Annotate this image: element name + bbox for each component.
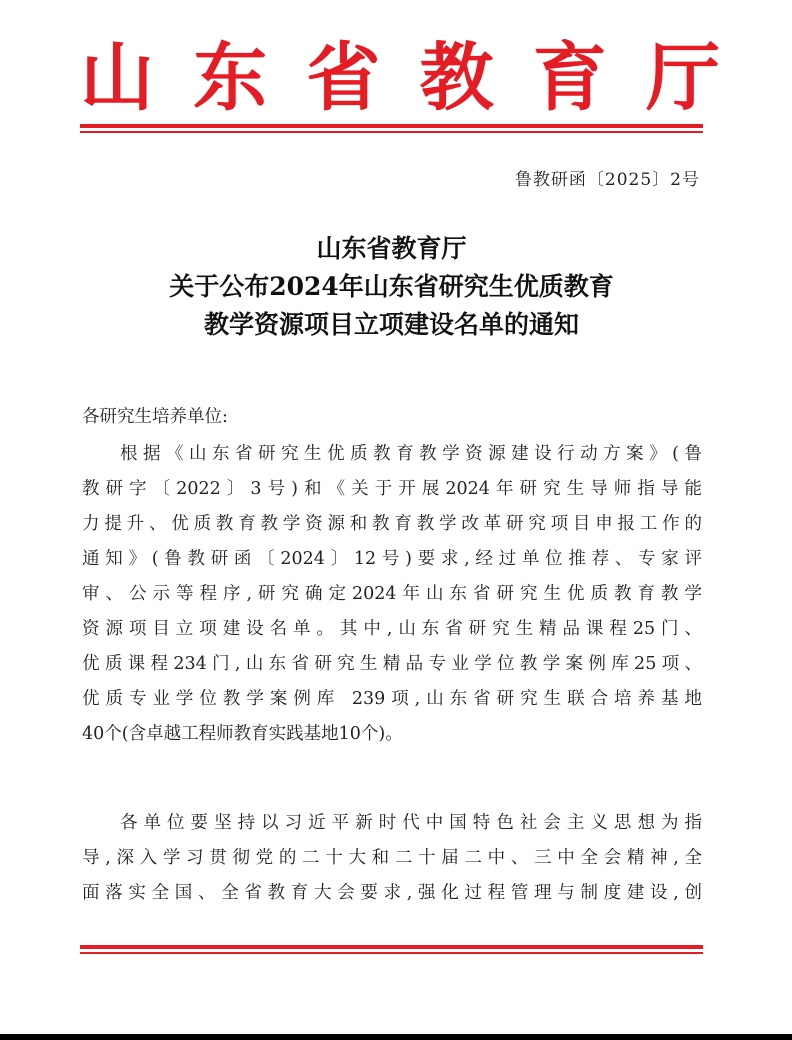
- paragraph-2: [82, 806, 702, 911]
- salutation: [82, 400, 702, 435]
- title-line-3: 教学资源项目立项建设名单的通知: [203, 310, 579, 339]
- document-title: [80, 230, 703, 344]
- paragraph-line: 优质课程234门,山东省研究生精品专业学位教学案例库25项、: [82, 654, 702, 674]
- masthead-char: 山: [80, 35, 154, 121]
- paragraph-1: [82, 437, 702, 752]
- masthead-divider-thin: [80, 131, 703, 133]
- paragraph-line: 面落实全国、全省教育大会要求,强化过程管理与制度建设,创: [82, 883, 702, 903]
- footer-divider-thick: [80, 945, 703, 949]
- title-line-1: 山东省教育厅: [316, 234, 467, 263]
- paragraph-line: 通知》(鲁教研函〔2024〕12号)要求,经过单位推荐、专家评: [82, 549, 702, 569]
- paragraph-line: 根据《山东省研究生优质教育教学资源建设行动方案》(鲁: [120, 444, 702, 464]
- paragraph-line: 审、公示等程序,研究确定2024年山东省研究生优质教育教学: [82, 584, 702, 604]
- masthead-char: 教: [419, 35, 494, 121]
- paragraph-line: 力提升、优质教育教学资源和教育教学改革研究项目申报工作的: [82, 514, 702, 534]
- paragraph-line: 各单位要坚持以习近平新时代中国特色社会主义思想为指: [120, 813, 702, 833]
- paragraph-line: 40个(含卓越工程师教育实践基地10个)。: [82, 724, 403, 744]
- masthead-char: 育: [532, 35, 607, 121]
- masthead-char: 省: [306, 35, 381, 121]
- title-line-2: 关于公布2024年山东省研究生优质教育: [169, 272, 614, 301]
- paragraph-line: 资源项目立项建设名单。其中,山东省研究生精品课程25门、: [82, 619, 702, 639]
- document-number: 鲁教研函〔2025〕2号: [514, 170, 700, 190]
- masthead-char: 厅: [645, 35, 720, 121]
- footer-divider-thin: [80, 952, 703, 954]
- paragraph-line: 优质专业学位教学案例库 239项,山东省研究生联合培养基地: [82, 689, 702, 709]
- masthead: [80, 35, 720, 121]
- paragraph-line: 导,深入学习贯彻党的二十大和二十届二中、三中全会精神,全: [82, 848, 702, 868]
- viewer-bottom-edge: [0, 1034, 792, 1040]
- salutation-text: 各研究生培养单位:: [82, 407, 228, 427]
- paragraph-line: 教研字〔2022〕3号)和《关于开展2024年研究生导师指导能: [82, 479, 702, 499]
- masthead-char: 东: [193, 35, 268, 121]
- masthead-divider-thick: [80, 124, 703, 128]
